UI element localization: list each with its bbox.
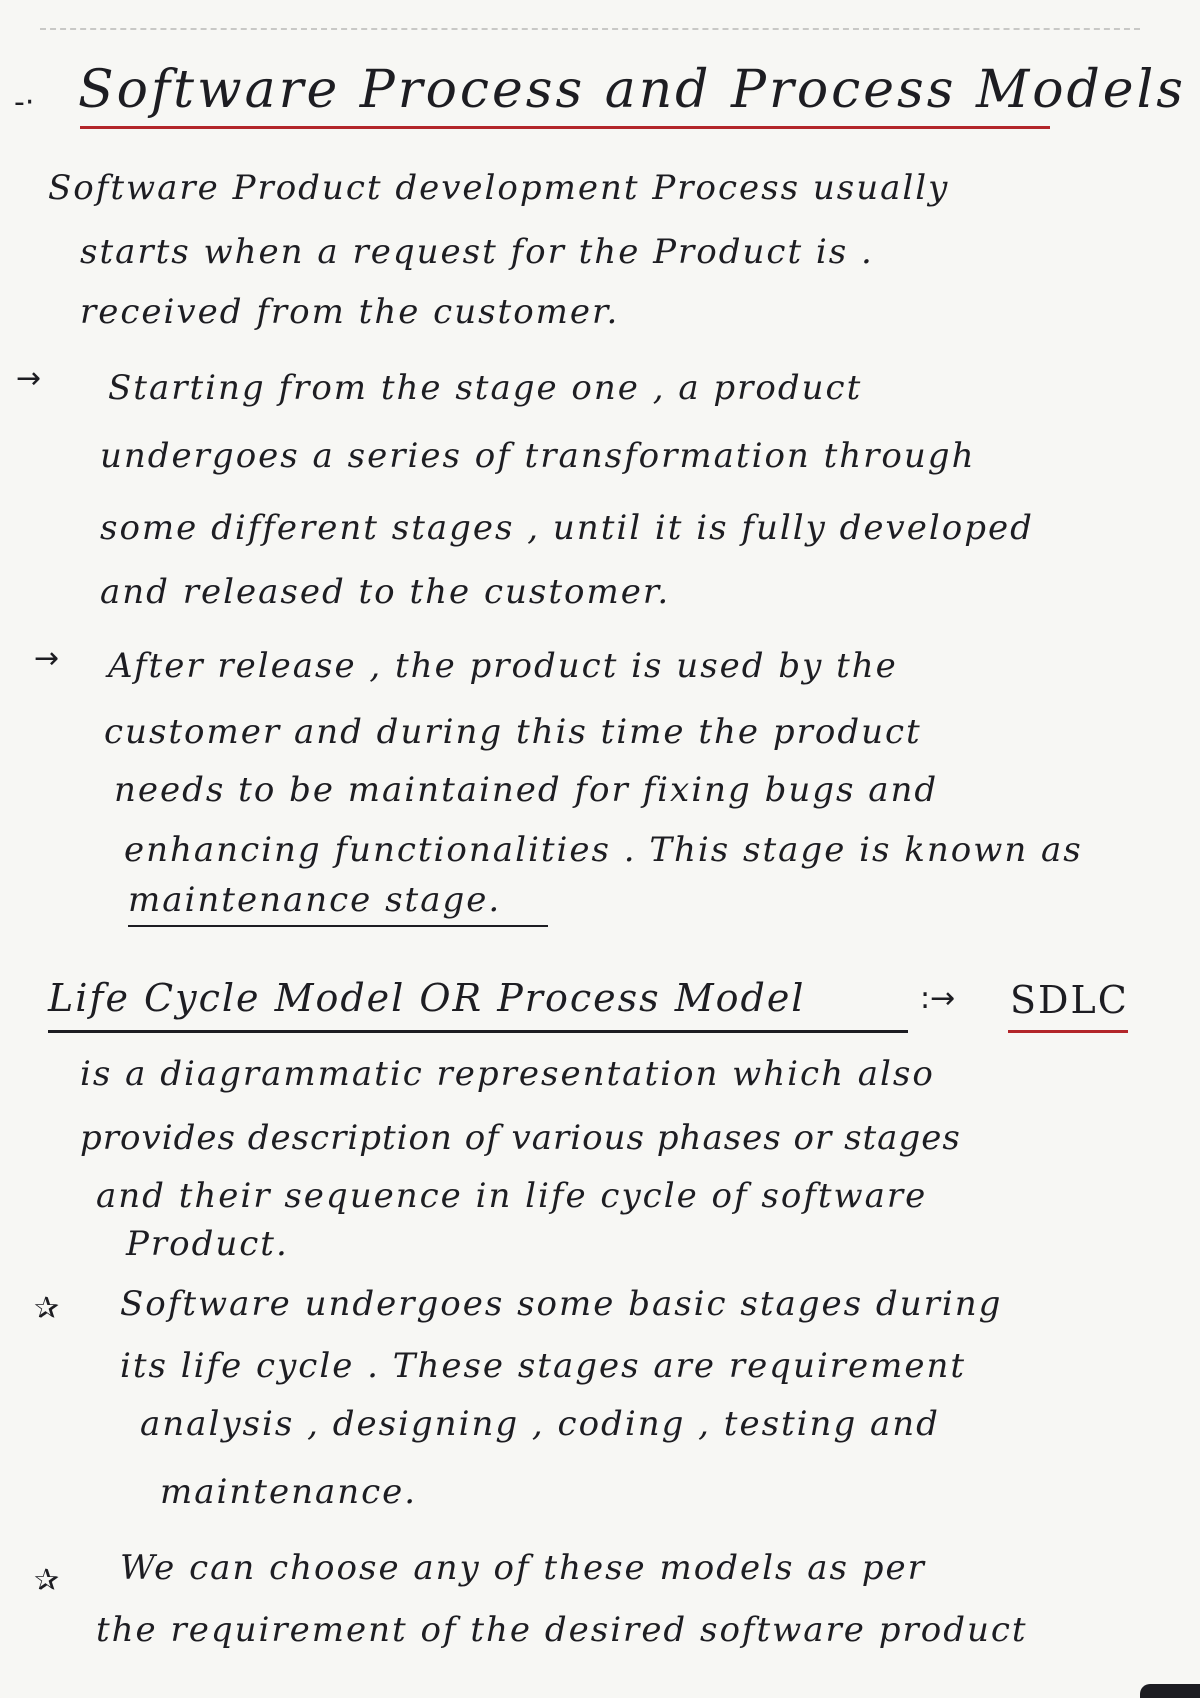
- point2-line: customer and during this time the product: [104, 712, 922, 752]
- arrow-bullet-icon: →: [34, 641, 60, 676]
- page-title: Software Process and Process Models: [78, 60, 1186, 120]
- heading-underline: [48, 1030, 908, 1033]
- sdlc-underline: [1008, 1030, 1128, 1033]
- title-dash-mark: -·: [14, 85, 35, 120]
- point2-line: After release , the product is used by the: [108, 646, 898, 686]
- point1-line: and released to the customer.: [100, 572, 671, 612]
- page-corner-mark: [1140, 1684, 1200, 1698]
- point4-line: the requirement of the desired software product: [96, 1610, 1028, 1650]
- point3-line: its life cycle . These stages are requirement: [120, 1346, 967, 1386]
- definition-line: provides description of various phases or stages: [80, 1118, 961, 1158]
- intro-line: received from the customer.: [80, 292, 620, 332]
- point3-line: maintenance.: [160, 1472, 418, 1512]
- intro-line: Software Product development Process usually: [48, 168, 950, 208]
- point1-line: some different stages , until it is fully developed: [100, 508, 1034, 548]
- point2-line: maintenance stage.: [128, 880, 502, 920]
- point3-line: analysis , designing , coding , testing and: [140, 1404, 940, 1444]
- definition-line: and their sequence in life cycle of software: [96, 1176, 928, 1216]
- star-bullet-icon: ✰: [34, 1291, 60, 1326]
- point1-line: Starting from the stage one , a product: [108, 368, 863, 408]
- sdlc-label: SDLC: [1010, 978, 1129, 1022]
- definition-line: is a diagrammatic representation which also: [80, 1054, 935, 1094]
- life-cycle-heading: Life Cycle Model OR Process Model: [48, 976, 806, 1020]
- point3-line: Software undergoes some basic stages during: [120, 1284, 1003, 1324]
- point1-line: undergoes a series of transformation through: [100, 436, 976, 476]
- colon-arrow-icon: :→: [920, 981, 956, 1016]
- maintenance-stage-underline: [128, 925, 548, 927]
- page-top-rule: [40, 28, 1140, 30]
- arrow-bullet-icon: →: [16, 361, 42, 396]
- point4-line: We can choose any of these models as per: [120, 1548, 926, 1588]
- star-bullet-icon: ✰: [34, 1563, 60, 1598]
- point2-line: needs to be maintained for fixing bugs and: [114, 770, 939, 810]
- definition-line: Product.: [126, 1224, 289, 1264]
- title-underline: [80, 126, 1050, 129]
- intro-line: starts when a request for the Product is .: [80, 232, 874, 272]
- point2-line: enhancing functionalities . This stage is known as: [124, 830, 1083, 870]
